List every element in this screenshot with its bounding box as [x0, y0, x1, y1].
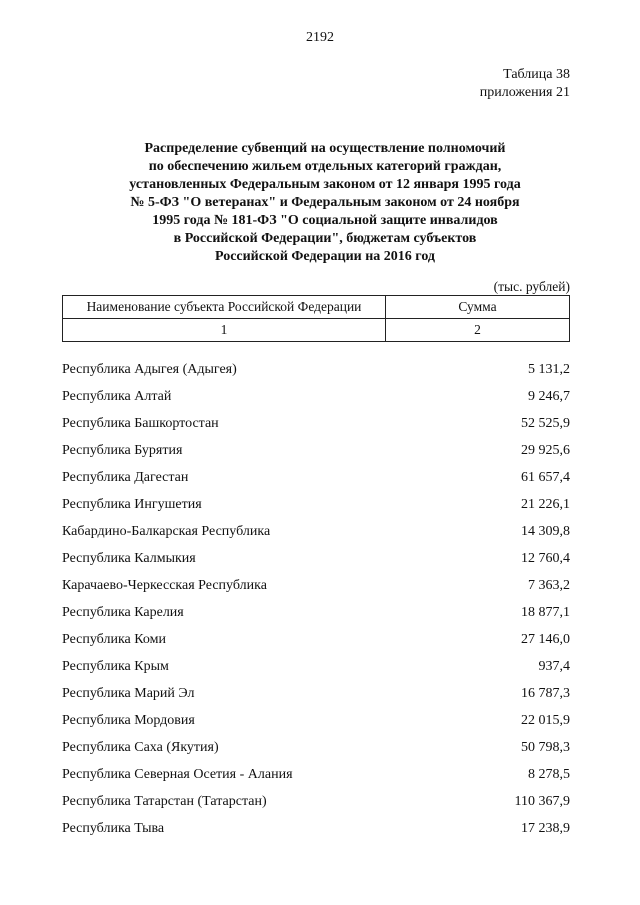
- title-line: установленных Федеральным законом от 12 января 1995 года: [129, 177, 521, 192]
- region-name: Республика Дагестан: [62, 470, 189, 485]
- region-name: Карачаево-Черкесская Республика: [62, 578, 267, 593]
- amount-value: 937,4: [538, 659, 570, 674]
- region-name: Республика Карелия: [62, 605, 184, 620]
- region-name: Республика Тыва: [62, 821, 165, 836]
- table-row: [62, 632, 570, 659]
- title-line: по обеспечению жильем отдельных категорий граждан,: [148, 159, 502, 174]
- amount-value: 22 015,9: [521, 713, 570, 728]
- table-row: [62, 740, 570, 767]
- table-row: [62, 794, 570, 821]
- amount-value: 21 226,1: [521, 497, 570, 512]
- amount-value: 16 787,3: [521, 686, 570, 701]
- region-name: Республика Калмыкия: [62, 551, 196, 566]
- title-line: 1995 года № 181-ФЗ "О социальной защите инвалидов: [152, 213, 498, 228]
- table-row: [62, 416, 570, 443]
- table-row: [62, 443, 570, 470]
- column-number-2: 2: [386, 319, 570, 342]
- table-body: [62, 362, 570, 848]
- title-line: № 5-ФЗ "О ветеранах" и Федеральным законом от 24 ноября: [130, 195, 520, 210]
- amount-value: 110 367,9: [514, 794, 570, 809]
- region-name: Республика Коми: [62, 632, 166, 647]
- amount-value: 8 278,5: [528, 767, 570, 782]
- column-number-row: [63, 319, 570, 342]
- table-ref-line-2: приложения 21: [479, 85, 570, 100]
- region-name: Республика Саха (Якутия): [62, 740, 219, 755]
- amount-value: 9 246,7: [528, 389, 570, 404]
- page-number: 2192: [306, 30, 334, 45]
- table-row: [62, 524, 570, 551]
- amount-value: 18 877,1: [521, 605, 570, 620]
- table-row: [62, 605, 570, 632]
- region-name: Республика Северная Осетия - Алания: [62, 767, 293, 782]
- amount-value: 61 657,4: [521, 470, 570, 485]
- table-reference: [480, 66, 570, 102]
- region-name: Республика Татарстан (Татарстан): [62, 794, 267, 809]
- amount-value: 52 525,9: [521, 416, 570, 431]
- header-cell-name: Наименование субъекта Российской Федерации: [63, 296, 386, 319]
- table-row: [62, 497, 570, 524]
- title-line: Распределение субвенций на осуществление полномочий: [144, 141, 506, 156]
- amount-value: 7 363,2: [528, 578, 570, 593]
- region-name: Республика Бурятия: [62, 443, 183, 458]
- region-name: Республика Адыгея (Адыгея): [62, 362, 237, 377]
- table-row: [62, 551, 570, 578]
- region-name: Республика Мордовия: [62, 713, 195, 728]
- region-name: Республика Башкортостан: [62, 416, 219, 431]
- table-ref-line-1: Таблица 38: [503, 67, 570, 82]
- header-row: [63, 296, 570, 319]
- region-name: Республика Алтай: [62, 389, 172, 404]
- table-row: [62, 578, 570, 605]
- amount-value: 14 309,8: [521, 524, 570, 539]
- table-row: [62, 389, 570, 416]
- amount-value: 12 760,4: [521, 551, 570, 566]
- column-number-1: 1: [63, 319, 386, 342]
- region-name: Кабардино-Балкарская Республика: [62, 524, 271, 539]
- amount-value: 27 146,0: [521, 632, 570, 647]
- table-row: [62, 713, 570, 740]
- amount-value: 5 131,2: [528, 362, 570, 377]
- amount-value: 50 798,3: [521, 740, 570, 755]
- amount-value: 29 925,6: [521, 443, 570, 458]
- table-row: [62, 659, 570, 686]
- region-name: Республика Марий Эл: [62, 686, 195, 701]
- title-line: Российской Федерации на 2016 год: [214, 249, 435, 264]
- region-name: Республика Крым: [62, 659, 169, 674]
- title-line: в Российской Федерации", бюджетам субъектов: [173, 231, 477, 246]
- table-row: [62, 686, 570, 713]
- table-row: [62, 362, 570, 389]
- table-row: [62, 767, 570, 794]
- table-row: [62, 470, 570, 497]
- document-title: [90, 140, 560, 266]
- amount-value: 17 238,9: [521, 821, 570, 836]
- region-name: Республика Ингушетия: [62, 497, 202, 512]
- header-cell-sum: Сумма: [386, 296, 570, 319]
- table-header: [62, 295, 570, 342]
- table-row: [62, 821, 570, 848]
- units-label: (тыс. рублей): [493, 279, 570, 294]
